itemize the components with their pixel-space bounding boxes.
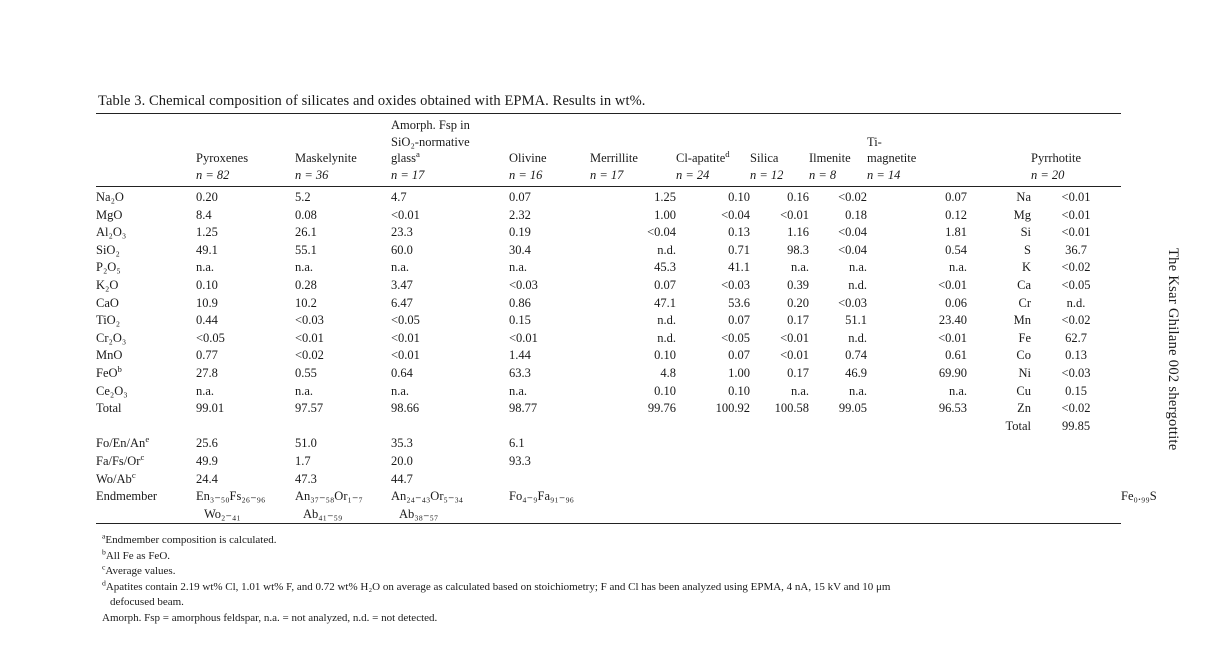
value-cell: 97.57 — [295, 401, 324, 416]
value-cell: 46.9 — [845, 365, 867, 380]
empty-cell — [867, 453, 967, 471]
value-cell: 23.40 — [938, 313, 967, 328]
value-cell: 99.05 — [838, 401, 867, 416]
value-cell — [509, 471, 590, 489]
row-label: Cr₂O₃ — [96, 330, 127, 345]
row-label: MnO — [96, 348, 123, 363]
empty-cell — [391, 418, 509, 436]
value-cell: 0.20 — [787, 295, 809, 310]
endmember-ratio-row — [96, 471, 1121, 489]
value-cell: 30.4 — [509, 242, 531, 257]
col-name: Silica — [750, 151, 779, 165]
pyrrhotite-value: 36.7 — [1065, 242, 1087, 257]
value-cell: <0.01 — [780, 348, 809, 363]
value-cell: 69.90 — [938, 365, 967, 380]
empty-cell — [809, 418, 867, 436]
empty-cell — [750, 453, 809, 471]
empty-cell — [809, 453, 867, 471]
empty-cell — [676, 471, 750, 489]
header-row — [96, 114, 1121, 187]
row-label: Al₂O₃ — [96, 225, 127, 240]
value-cell: 0.77 — [196, 348, 218, 363]
value-cell: <0.01 — [391, 348, 420, 363]
table-row — [96, 365, 1121, 383]
value-cell: 0.74 — [845, 348, 867, 363]
value-cell: 45.3 — [654, 260, 676, 275]
table-caption: Table 3. Chemical composition of silicates and oxides obtained with EPMA. Results in wt%. — [98, 93, 646, 109]
table-row — [96, 400, 1121, 418]
footnote-a: $^a$Endmember composition is calculated. — [102, 531, 277, 546]
value-cell: 0.10 — [196, 277, 218, 292]
table-row — [96, 207, 1121, 225]
empty-cell — [809, 471, 867, 489]
value-cell: n.d. — [657, 330, 676, 345]
pyrrhotite-value: <0.01 — [1061, 190, 1091, 204]
value-cell: <0.03 — [721, 277, 750, 292]
col-header-amorph-fsp — [391, 114, 509, 187]
running-head: The Ksar Ghilane 002 shergottite — [1165, 248, 1181, 451]
element-label: Mn — [1013, 313, 1031, 328]
pyrrhotite-value: <0.02 — [1061, 401, 1091, 416]
element-label: K — [1021, 260, 1031, 275]
value-cell: 6.47 — [391, 295, 413, 310]
value-cell: 0.07 — [728, 313, 750, 328]
empty-cell — [1031, 488, 1121, 524]
value-cell: 26.1 — [295, 225, 317, 240]
empty-cell — [590, 471, 676, 489]
table-row — [96, 242, 1121, 260]
empty-cell — [295, 418, 391, 436]
value-cell: <0.01 — [780, 207, 809, 222]
value-cell: 0.61 — [945, 348, 967, 363]
value-cell: <0.01 — [391, 330, 420, 345]
col-n: n = 17 — [590, 167, 624, 182]
pyrrhotite-value: 0.15 — [1065, 383, 1087, 398]
pyrrhotite-value: <0.01 — [1061, 225, 1091, 240]
value-cell: 0.19 — [509, 225, 531, 240]
endmember-formula-row: Endmember En₃₋₅₀Fs₂₆₋₉₆ Wo₂₋₄₁ An₃₇₋₅₈Or₁₋₇ Ab₄₁₋₅₉ An₂₄₋₄₃Or₅₋₃₄ Ab₃₈₋₅₇ Fo₄₋₉Fa₉₁₋₉₆ Fe₀.₉₉S — [96, 488, 1121, 524]
empty-cell — [867, 435, 967, 453]
empty-cell — [590, 418, 676, 436]
value-cell: 63.3 — [509, 365, 531, 380]
element-label: Cu — [1016, 383, 1031, 398]
value-cell: 1.81 — [945, 225, 967, 240]
element-label: Total — [1005, 418, 1031, 433]
maskelynite-endmember: An₃₇₋₅₈Or₁₋₇ Ab₄₁₋₅₉ — [295, 489, 363, 521]
empty-cell — [676, 418, 750, 436]
value-cell: 0.86 — [509, 295, 531, 310]
row-label: Na₂O — [96, 190, 124, 204]
element-label: Ca — [1017, 277, 1031, 292]
col-n: n = 14 — [867, 167, 901, 182]
value-cell: 10.9 — [196, 295, 218, 310]
empty-cell — [590, 488, 676, 524]
row-label: FeO$^b$ — [96, 363, 122, 380]
value-cell: 98.3 — [787, 242, 809, 257]
pyrrhotite-value: n.d. — [1066, 295, 1086, 310]
header-blank — [96, 114, 196, 187]
value-cell: 0.10 — [654, 348, 676, 363]
value-cell: 1.00 — [654, 207, 676, 222]
col-n: n = 8 — [809, 167, 837, 182]
value-cell: 96.53 — [938, 401, 967, 416]
col-name: Ilmenite — [809, 151, 851, 165]
col-n: n = 20 — [1031, 167, 1065, 182]
value-cell: 0.71 — [728, 242, 750, 257]
value-cell: 49.1 — [196, 242, 218, 257]
value-cell: 4.7 — [391, 190, 407, 204]
value-cell: <0.04 — [647, 225, 676, 240]
value-cell: 98.77 — [509, 401, 538, 416]
col-n: n = 12 — [750, 167, 784, 182]
col-header-silica — [750, 114, 809, 187]
value-cell: 47.3 — [295, 471, 317, 486]
empty-cell — [809, 435, 867, 453]
value-cell: 2.32 — [509, 207, 531, 222]
value-cell: n.a. — [295, 260, 314, 275]
empty-cell — [676, 488, 750, 524]
element-label: Co — [1016, 348, 1031, 363]
empty-cell — [590, 435, 676, 453]
row-label: Ce₂O₃ — [96, 383, 128, 398]
value-cell: n.a. — [509, 260, 528, 275]
footnote-abbreviations: Amorph. Fsp = amorphous feldspar, n.a. = not analyzed, n.d. = not detected. — [102, 611, 438, 624]
row-label: MgO — [96, 207, 123, 222]
value-cell: 51.1 — [845, 313, 867, 328]
element-label: Si — [1020, 225, 1031, 240]
value-cell: <0.03 — [509, 277, 538, 292]
pyrrhotite-value: <0.01 — [1061, 207, 1091, 222]
value-cell: n.a. — [509, 383, 528, 398]
value-cell: 1.16 — [787, 225, 809, 240]
element-label: S — [1024, 242, 1031, 257]
value-cell: 0.12 — [945, 207, 967, 222]
footnotes — [102, 533, 1126, 627]
pyrrhotite-value: 99.85 — [1061, 418, 1091, 433]
empty-cell — [967, 435, 1031, 453]
col-name: Merrillite — [590, 151, 638, 165]
value-cell: n.a. — [848, 260, 867, 275]
table-row — [96, 347, 1121, 365]
empty-cell — [96, 418, 196, 436]
col-name-line1: Ti- — [867, 134, 882, 149]
value-cell: 100.92 — [715, 401, 750, 416]
col-name: Pyroxenes — [196, 151, 249, 165]
value-cell: 0.10 — [728, 383, 750, 398]
col-header-pyrrhotite — [1031, 114, 1121, 187]
value-cell: 0.08 — [295, 207, 317, 222]
col-name-line3: glass$^a$ — [391, 148, 420, 165]
element-label: Cr — [1018, 295, 1031, 310]
table-row — [96, 259, 1121, 277]
empty-cell — [1031, 453, 1121, 471]
empty-cell — [867, 418, 967, 436]
col-n: n = 24 — [676, 167, 710, 182]
empty-cell — [196, 418, 295, 436]
value-cell: 1.7 — [295, 453, 311, 468]
table-row — [96, 312, 1121, 330]
amorph-endmember: An₂₄₋₄₃Or₅₋₃₄ Ab₃₈₋₅₇ — [391, 489, 464, 521]
value-cell: <0.04 — [838, 242, 867, 257]
value-cell: <0.02 — [838, 190, 867, 204]
value-cell: 53.6 — [728, 295, 750, 310]
value-cell: 24.4 — [196, 471, 218, 486]
row-label: CaO — [96, 295, 119, 310]
value-cell: n.d. — [848, 277, 867, 292]
footnote-d: $^d$Apatites contain 2.19 wt% Cl, 1.01 wt% F, and 0.72 wt% H₂O on average as calculated based on stoichiometry; F and Cl has been analyzed using EPMA, 4 nA, 15 kV and 10 μm — [102, 578, 891, 593]
value-cell: 98.66 — [391, 401, 420, 416]
row-label: Total — [96, 401, 122, 416]
pyrrhotite-value: 62.7 — [1065, 330, 1087, 345]
empty-cell — [1031, 435, 1121, 453]
value-cell: 0.20 — [196, 190, 218, 204]
olivine-endmember: Fo₄₋₉Fa₉₁₋₉₆ — [509, 489, 575, 504]
value-cell: 0.07 — [654, 277, 676, 292]
value-cell: 1.25 — [196, 225, 218, 240]
value-cell: 10.2 — [295, 295, 317, 310]
value-cell: 0.10 — [728, 190, 750, 204]
value-cell: 99.01 — [196, 401, 225, 416]
value-cell: n.d. — [657, 313, 676, 328]
element-label: Na — [1016, 190, 1031, 204]
table-row — [96, 295, 1121, 313]
value-cell: n.a. — [790, 260, 809, 275]
value-cell: 27.8 — [196, 365, 218, 380]
table-row — [96, 383, 1121, 401]
value-cell: 44.7 — [391, 471, 413, 486]
value-cell: 99.76 — [647, 401, 676, 416]
col-n: n = 17 — [391, 167, 425, 182]
value-cell: 1.00 — [728, 365, 750, 380]
value-cell: 93.3 — [509, 453, 531, 468]
empty-cell — [867, 471, 967, 489]
value-cell: <0.04 — [838, 225, 867, 240]
row-label: Fo/En/An$^e$ — [96, 434, 150, 451]
value-cell: n.a. — [948, 260, 967, 275]
col-header-pyroxenes — [196, 114, 295, 187]
empty-cell — [967, 471, 1031, 489]
col-name-line2: magnetite — [867, 151, 917, 165]
value-cell: 0.17 — [787, 365, 809, 380]
empty-cell — [809, 488, 867, 524]
table-body — [96, 187, 1157, 524]
value-cell: 60.0 — [391, 242, 413, 257]
value-cell: n.a. — [790, 383, 809, 398]
value-cell: <0.02 — [295, 348, 324, 363]
value-cell: n.a. — [948, 383, 967, 398]
empty-cell — [967, 453, 1031, 471]
value-cell: 0.17 — [787, 313, 809, 328]
value-cell: 1.44 — [509, 348, 531, 363]
table-row — [96, 187, 1121, 207]
col-name-line1: Amorph. Fsp in — [391, 118, 470, 132]
value-cell: 47.1 — [654, 295, 676, 310]
value-cell: 100.58 — [774, 401, 809, 416]
value-cell: 0.54 — [945, 242, 967, 257]
value-cell: 8.4 — [196, 207, 212, 222]
composition-table — [96, 113, 1157, 524]
footnote-c: $^c$Average values. — [102, 562, 176, 578]
element-label: Fe — [1018, 330, 1031, 345]
pyrrhotite-value: <0.05 — [1061, 277, 1091, 292]
value-cell: <0.03 — [838, 295, 867, 310]
footnote-d-continued: defocused beam. — [110, 596, 184, 609]
value-cell: n.d. — [657, 242, 676, 257]
row-label: Wo/Ab$^c$ — [96, 469, 136, 486]
row-label: TiO₂ — [96, 313, 121, 328]
col-header-merrillite — [590, 114, 676, 187]
value-cell: <0.01 — [938, 277, 967, 292]
value-cell: 55.1 — [295, 242, 317, 257]
value-cell: n.a. — [391, 383, 410, 398]
pyrrhotite-value: <0.02 — [1061, 260, 1091, 275]
value-cell: 0.55 — [295, 365, 317, 380]
value-cell: 0.15 — [509, 313, 531, 328]
value-cell: 23.3 — [391, 225, 413, 240]
value-cell: 0.06 — [945, 295, 967, 310]
value-cell: 3.47 — [391, 277, 413, 292]
element-label: Mg — [1013, 207, 1031, 222]
value-cell: <0.01 — [295, 330, 324, 345]
value-cell: 0.18 — [845, 207, 867, 222]
empty-cell — [1031, 471, 1121, 489]
col-header-cl-apatite — [676, 114, 750, 187]
row-label: Fa/Fs/Or$^c$ — [96, 451, 145, 468]
row-label: K₂O — [96, 277, 119, 292]
value-cell: 20.0 — [391, 453, 413, 468]
value-cell: <0.01 — [391, 207, 420, 222]
col-header-ti-magnetite — [867, 114, 967, 187]
empty-cell — [676, 453, 750, 471]
value-cell: 0.13 — [728, 225, 750, 240]
col-name: Cl-apatite$^d$ — [676, 148, 730, 165]
empty-cell — [750, 435, 809, 453]
pyrrhotite-value: <0.03 — [1061, 365, 1091, 380]
table-row — [96, 330, 1121, 348]
empty-cell — [676, 435, 750, 453]
table-row — [96, 277, 1121, 295]
value-cell: n.d. — [848, 330, 867, 345]
value-cell: n.a. — [196, 383, 215, 398]
col-name: Pyrrhotite — [1031, 151, 1081, 165]
value-cell: 0.10 — [654, 383, 676, 398]
value-cell: 1.25 — [654, 190, 676, 204]
row-label: P₂O₅ — [96, 260, 121, 275]
element-label: Ni — [1018, 365, 1031, 380]
empty-cell — [967, 488, 1031, 524]
value-cell: <0.01 — [938, 330, 967, 345]
empty-cell — [750, 488, 809, 524]
col-name: Maskelynite — [295, 151, 357, 165]
value-cell: 35.3 — [391, 436, 413, 451]
pyroxenes-endmember: En₃₋₅₀Fs₂₆₋₉₆ Wo₂₋₄₁ — [196, 489, 266, 521]
empty-cell — [750, 471, 809, 489]
col-n: n = 16 — [509, 167, 543, 182]
col-header-ilmenite — [809, 114, 867, 187]
value-cell: n.a. — [295, 383, 314, 398]
table-row — [96, 224, 1121, 242]
value-cell: <0.01 — [509, 330, 538, 345]
row-label: SiO₂ — [96, 242, 120, 257]
value-cell: n.a. — [848, 383, 867, 398]
value-cell: 0.28 — [295, 277, 317, 292]
value-cell: 0.07 — [728, 348, 750, 363]
empty-cell — [509, 418, 590, 436]
empty-cell — [867, 488, 967, 524]
value-cell: 0.07 — [945, 190, 967, 204]
value-cell: 41.1 — [728, 260, 750, 275]
col-n: n = 82 — [196, 167, 230, 182]
value-cell: 51.0 — [295, 436, 317, 451]
col-header-olivine — [509, 114, 590, 187]
col-header-maskelynite — [295, 114, 391, 187]
col-name-line2: SiO₂-normative — [391, 134, 470, 149]
value-cell: 6.1 — [509, 436, 525, 451]
empty-cell — [750, 418, 809, 436]
value-cell: 5.2 — [295, 190, 311, 204]
value-cell: 0.39 — [787, 277, 809, 292]
pyrrhotite-total-row — [96, 418, 1121, 436]
endmember-ratio-row — [96, 435, 1121, 453]
value-cell: 0.44 — [196, 313, 218, 328]
value-cell: <0.05 — [196, 330, 225, 345]
header-blank-element — [967, 114, 1031, 187]
empty-cell — [590, 453, 676, 471]
value-cell: 4.8 — [660, 365, 676, 380]
col-n: n = 36 — [295, 167, 329, 182]
value-cell: <0.03 — [295, 313, 324, 328]
value-cell: 0.07 — [509, 190, 531, 204]
col-name: Olivine — [509, 151, 547, 165]
footnote-b: $^b$All Fe as FeO. — [102, 546, 171, 562]
value-cell: <0.05 — [391, 313, 420, 328]
endmember-ratio-row — [96, 453, 1121, 471]
value-cell: <0.05 — [721, 330, 750, 345]
element-label: Zn — [1017, 401, 1031, 416]
row-label: Endmember — [96, 489, 158, 504]
value-cell: 0.64 — [391, 365, 413, 380]
pyrrhotite-value: <0.02 — [1061, 313, 1091, 328]
table-container — [96, 113, 1157, 524]
value-cell: 25.6 — [196, 436, 218, 451]
value-cell: n.a. — [391, 260, 410, 275]
pyrrhotite-value: 0.13 — [1065, 348, 1087, 363]
value-cell: 49.9 — [196, 453, 218, 468]
value-cell: <0.04 — [721, 207, 750, 222]
value-cell: 0.16 — [787, 190, 809, 204]
value-cell: n.a. — [196, 260, 215, 275]
value-cell: <0.01 — [780, 330, 809, 345]
